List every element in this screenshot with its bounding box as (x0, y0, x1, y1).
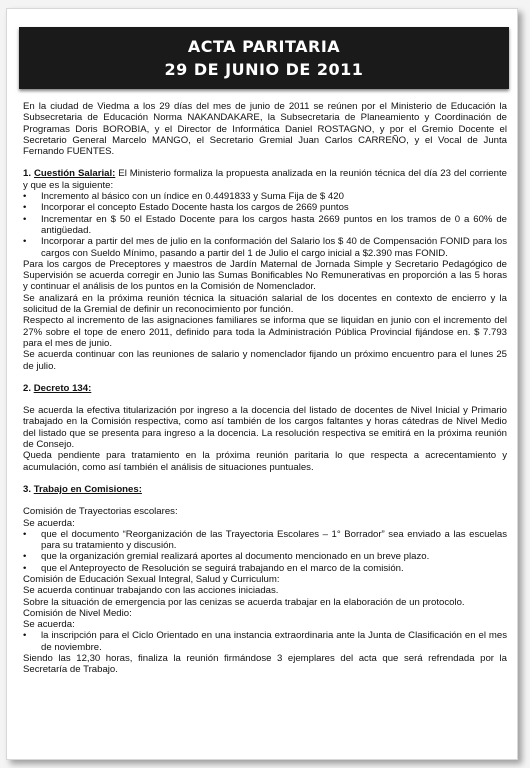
section-1-paragraph: Se acuerda continuar con las reuniones de salario y nomenclador fijando un próximo encuentro para el lunes 25 de julio. (23, 349, 507, 372)
section-3-number: 3. (23, 483, 32, 495)
bullet-icon: • (23, 551, 27, 563)
bullet-icon: • (23, 236, 27, 248)
section-1-lead: El Ministerio formaliza la propuesta analizada en la reunión técnica del día 23 del corriente y que es la siguiente: (23, 168, 507, 191)
section-2-paragraph: Queda pendiente para tratamiento en la próxima reunión paritaria lo que respecta a acrecentamiento y acumulación, como así también el análisis de situaciones puntuales. (23, 450, 507, 473)
list-item: • Incorporar el concepto Estado Docente hasta los cargos de 2669 puntos (23, 202, 349, 214)
section-1-paragraph: Se analizará en la próxima reunión técnica la situación salarial de los docentes en contexto de encierro y la solicitud de la Gremial de definir un reconocimiento por función. (23, 292, 507, 316)
closing-paragraph: Siendo las 12,30 horas, finaliza la reunión firmándose 3 ejemplares del acta que será refrendada por la Secretaría de Trabajo. (23, 653, 507, 676)
list-item: • que el documento “Reorganización de las Trayectoria Escolares – 1° Borrador” sea enviado a las escuelas para su tratamiento y discusión. (23, 528, 507, 552)
section-3-heading (23, 484, 507, 495)
commission-esi-agreement: Se acuerda continuar trabajando con las acciones iniciadas. (23, 585, 279, 597)
section-1-number: 1. (23, 168, 32, 180)
agreement-label: Se acuerda: (23, 517, 75, 529)
section-2-paragraph: Se acuerda la efectiva titularización por ingreso a la docencia del listado de docentes de Nivel Inicial y Primario trabajado en la Comisión respectiva, como así también de los cargos faltantes y horas cátedras de Nivel Medio del listado que se presenta para ingreso a la docencia. La resolución respectiva se emitirá en la próxima reunión de Consejo. (23, 405, 507, 451)
bullet-icon: • (23, 213, 27, 225)
document-body (23, 101, 507, 676)
list-item: • Incorporar a partir del mes de julio en la conformación del Salario los $ 40 de Compensación FONID para los cargos con Sueldo Mínimo, pasando a partir del 1 de Julio el cargo inicial a $2.390 mas FONID. (23, 236, 507, 259)
document-date: 29 DE JUNIO DE 2011 (164, 60, 364, 79)
bullet-icon: • (23, 562, 27, 574)
document-page (6, 8, 518, 760)
commission-nivel-medio: Comisión de Nivel Medio: (23, 607, 132, 619)
document-title: ACTA PARITARIA (187, 37, 341, 56)
bullet-icon: • (23, 202, 27, 214)
list-item: • que la organización gremial realizará aportes al documento mencionado en un breve plazo. (23, 551, 430, 563)
intro-paragraph: En la ciudad de Viedma a los 29 días del mes de junio de 2011 se reúnen por el Ministerio de Educación la Subsecretaria de Educación Norma NAKANDAKARE, la Subsecretaria de Planeamiento y Coordinación de Programas Doris BOROBIA, y el Director de Informática Daniel ROSTAGNO, y por el Gremio Docente el Secretario General Marcelo MANGO, el Secretario Gremial Juan Carlos CARREÑO, y el Vocal de Junta Fernando FUENTES. (23, 101, 507, 158)
title-banner (19, 27, 509, 89)
section-1-paragraph: Para los cargos de Preceptores y maestros de Jardín Maternal de Jornada Simple y Secretario Pedagógico de Supervisión se acuerda corregir en Junio las Sumas Bonificables No Remunerativas en proporción a las 5 horas y continuar el análisis de los puntos en la Comisión de Nomenclador. (23, 258, 507, 293)
list-item: • la inscripción para el Ciclo Orientado en una instancia extraordinaria ante la Junta de Clasificación en el mes de noviembre. (23, 630, 507, 653)
bullet-icon: • (23, 630, 27, 642)
bullet-icon: • (23, 528, 27, 540)
section-1 (23, 168, 507, 191)
bullet-icon: • (23, 191, 27, 203)
commission-esi: Comisión de Educación Sexual Integral, Salud y Curriculum: (23, 573, 280, 585)
list-item: • Incrementar en $ 50 el Estado Docente para los cargos hasta 2669 puntos en los tramos de 0 a 60% de antigüedad. (23, 213, 507, 236)
agreement-label: Se acuerda: (23, 619, 75, 631)
section-2-title: Decreto 134: (33, 382, 92, 394)
section-1-paragraph: Respecto al incremento de las asignaciones familiares se informa que se liquidan en junio con el incremento del 27% sobre el tope de enero 2011, definido para toda la Administración Pública Provincial fijándose en. $ 7.793 para el mes de junio. (23, 315, 507, 349)
commission-esi-ashes: Sobre la situación de emergencia por las cenizas se acuerda trabajar en la elaboración de un protocolo. (23, 596, 465, 608)
section-3-title: Trabajo en Comisiones: (33, 483, 142, 495)
commission-trayectorias: Comisión de Trayectorias escolares: (23, 506, 178, 518)
list-item: • Incremento al básico con un índice en 0.4491833 y Suma Fija de $ 420 (23, 191, 344, 203)
list-item: • que el Anteproyecto de Resolución se seguirá trabajando en el marco de la comisión. (23, 562, 404, 574)
section-2-heading (23, 383, 507, 394)
section-2-number: 2. (23, 382, 32, 394)
section-1-title: Cuestión Salarial: (33, 168, 116, 180)
